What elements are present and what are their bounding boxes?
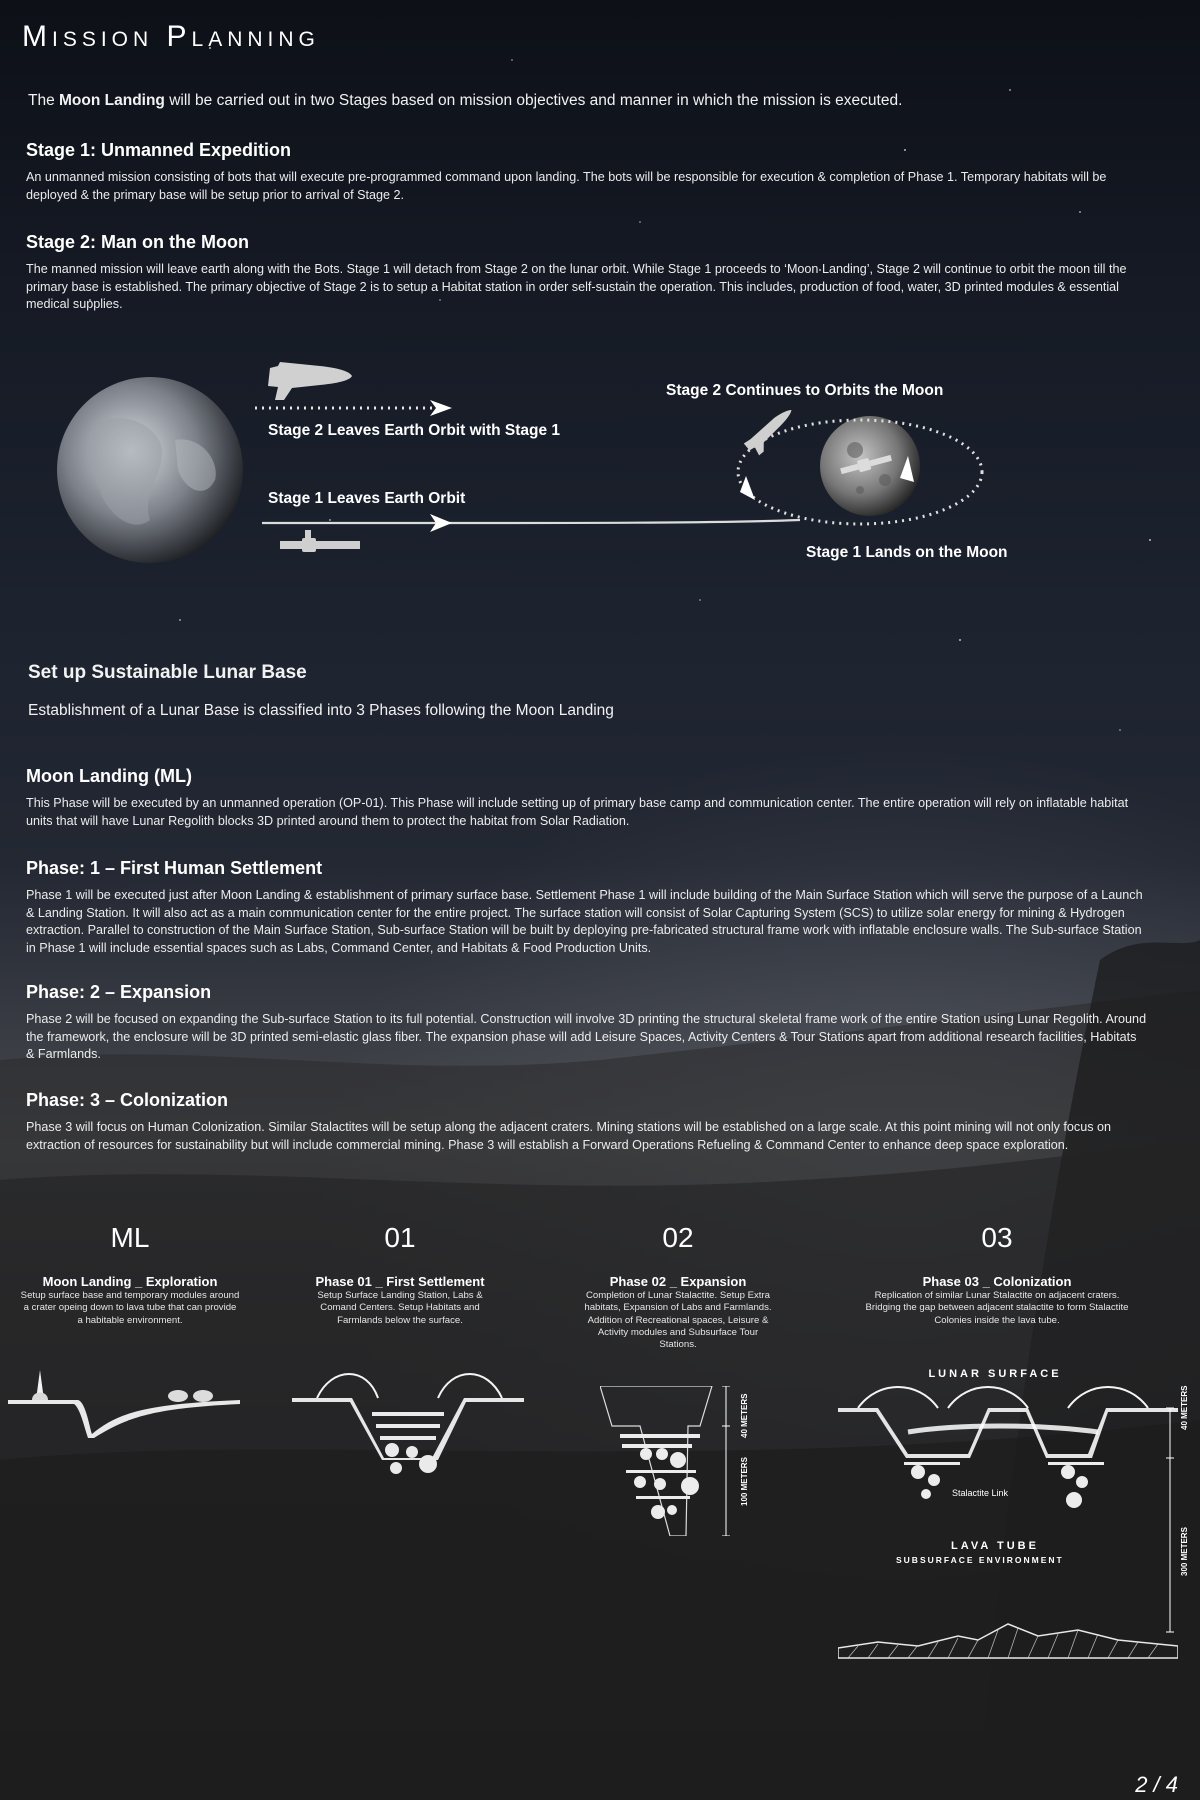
label-stage1-lands: Stage 1 Lands on the Moon: [806, 544, 1008, 561]
phase-description: Replication of similar Lunar Stalactite on adjacent craters. Bridging the gap between adjacent stalactite to form Stalactite Colonies inside the lava tube.: [865, 1290, 1129, 1326]
stage2-heading: Stage 2: Man on the Moon: [26, 232, 249, 252]
label-stalactite-link: Stalactite Link: [952, 1488, 1009, 1498]
section-ml-drawing: [8, 1360, 240, 1440]
page-number: 2 / 4: [1135, 1772, 1178, 1797]
arrow-up-icon: [740, 476, 755, 500]
phase-number: ML: [110, 1222, 150, 1253]
label-subsurface-environment: SUBSURFACE ENVIRONMENT: [896, 1555, 1064, 1565]
base-description: Establishment of a Lunar Base is classified into 3 Phases following the Moon Landing: [28, 702, 614, 719]
stage2-section: [26, 232, 1148, 314]
section-01-drawing: [292, 1368, 524, 1488]
intro-text: The Moon Landing will be carried out in two Stages based on mission objectives and manner in which the mission is executed.: [28, 92, 903, 109]
section-phase-2: [26, 982, 1148, 1064]
section-text: Phase 2 will be focused on expanding the Sub-surface Station to its full potential. Construction will involve 3D printing the structural skeletal frame work of the entire Station using Lunar Regolith. Around the framework, the enclosure will be 3D printed semi-elastic glass fiber. The expansion phase will add Leisure Spaces, Activity Centers & Tour Stations apart from additional research facilities, Habitats & Farmlands.: [26, 1012, 1147, 1062]
label-300-meters: 300 METERS: [1180, 1527, 1189, 1576]
section-moon-landing: [26, 766, 1148, 830]
label-100-meters: 100 METERS: [740, 1457, 749, 1506]
satellite-icon: [280, 530, 360, 552]
stage1-path: [262, 520, 800, 523]
phase-number: 03: [981, 1222, 1013, 1253]
phase-col-ml: [20, 1222, 240, 1327]
stage1-section: [26, 140, 1148, 204]
label-stage2-orbits: Stage 2 Continues to Orbits the Moon: [666, 382, 944, 399]
space-shuttle-icon: [268, 362, 352, 400]
space-shuttle-icon: [744, 406, 801, 458]
stage2-text: The manned mission will leave earth along with the Bots. Stage 1 will detach from Stage 2 on the lunar orbit. While Stage 1 proceeds to ‘Moon Landing’, Stage 2 will continue to orbit the moon till the primary base is established. The primary objective of Stage 2 is to setup a Habitat station in order self-sustain the operation. This includes, production of food, water, 3D printed modules & essential medical supplies.: [26, 262, 1127, 312]
section-phase-3: [26, 1090, 1148, 1154]
section-phase-1: [26, 858, 1148, 957]
phase-description: Completion of Lunar Stalactite. Setup Extra habitats, Expansion of Labs and Farmlands. Addition of Recreational spaces, Leisure & Activity modules and Subsurface Tour Stations.: [584, 1290, 772, 1351]
label-lava-tube: LAVA TUBE: [951, 1540, 1039, 1552]
phase-title: Phase 01 _ First Settlement: [315, 1274, 485, 1289]
phase-col-01: [300, 1222, 500, 1327]
arrow-right-icon: [430, 400, 452, 416]
earth-icon: [57, 377, 243, 563]
section-text: Phase 3 will focus on Human Colonization. Similar Stalactites will be setup along the adjacent craters. Mining stations will be established on a large scale. At this point mining will not only focus on extraction of resources for sustainability but will include commercial mining. Phase 3 will establish a Forward Operations Refueling & Command Center to enhance deep space exploration.: [26, 1120, 1112, 1152]
section-heading: Phase: 3 – Colonization: [26, 1090, 229, 1110]
section-heading: Phase: 2 – Expansion: [26, 982, 212, 1002]
phase-title: Moon Landing _ Exploration: [42, 1274, 218, 1289]
section-03-drawing: [838, 1384, 1178, 1674]
phase-description: Setup Surface Landing Station, Labs & Comand Centers. Setup Habitats and Farmlands below the surface.: [317, 1290, 483, 1326]
phase-number: 01: [384, 1222, 416, 1253]
stage1-text: An unmanned mission consisting of bots that will execute pre-programmed command upon landing. The bots will be responsible for execution & completion of Phase 1. Temporary habitats will be deployed & the primary base will be setup prior to arrival of Stage 2.: [26, 170, 1107, 202]
phase-col-02: [582, 1222, 774, 1351]
section-text: This Phase will be executed by an unmanned operation (OP-01). This Phase will include setting up of primary base camp and communication center. The entire operation will rely on inflatable habitat units that will have Lunar Regolith blocks 3D printed around them to protect the habitat from Solar Radiation.: [26, 796, 1129, 828]
intro-bold: Moon Landing: [59, 92, 165, 109]
phase-title: Phase 02 _ Expansion: [609, 1274, 747, 1289]
section-text: Phase 1 will be executed just after Moon Landing & establishment of primary surface base. Settlement Phase 1 will include building of the Main Surface Station which will serve the purpose of a Launch & Landing Station. It will also act as a main communication center for the entire project. The surface station will consist of Solar Capturing System (SCS) to utilize solar energy for mining & Hydrogen extraction. Parallel to construction of the Main Surface Station, Sub-surface Station will be built by deploying pre-fabricated structural frame work with inflatable enclosure walls. The Sub-surface Station in Phase 1 will include essential spaces such as Labs, Command Center, and Habitats & Food Production Units.: [26, 888, 1143, 955]
section-02-drawing: [600, 1386, 740, 1536]
section-heading: Moon Landing (ML): [26, 766, 192, 786]
label-stage2-leaves: Stage 2 Leaves Earth Orbit with Stage 1: [268, 422, 561, 439]
phase-description: Setup surface base and temporary modules around a crater opeing down to lava tube that can provide a habitable environment.: [20, 1290, 240, 1326]
mission-trajectory-diagram: [0, 330, 1200, 590]
phase-title: Phase 03 _ Colonization: [922, 1274, 1072, 1289]
stage1-heading: Stage 1: Unmanned Expedition: [26, 140, 292, 160]
label-40-meters: 40 METERS: [740, 1393, 749, 1438]
label-40-meters: 40 METERS: [1180, 1385, 1189, 1430]
label-stage1-leaves: Stage 1 Leaves Earth Orbit: [268, 490, 466, 507]
section-heading: Phase: 1 – First Human Settlement: [26, 858, 323, 878]
phase-number: 02: [662, 1222, 694, 1253]
label-lunar-surface: LUNAR SURFACE: [928, 1368, 1062, 1380]
page-title: Mission Planning: [22, 20, 320, 53]
phase-col-03: [862, 1222, 1132, 1327]
base-heading: Set up Sustainable Lunar Base: [28, 662, 307, 683]
